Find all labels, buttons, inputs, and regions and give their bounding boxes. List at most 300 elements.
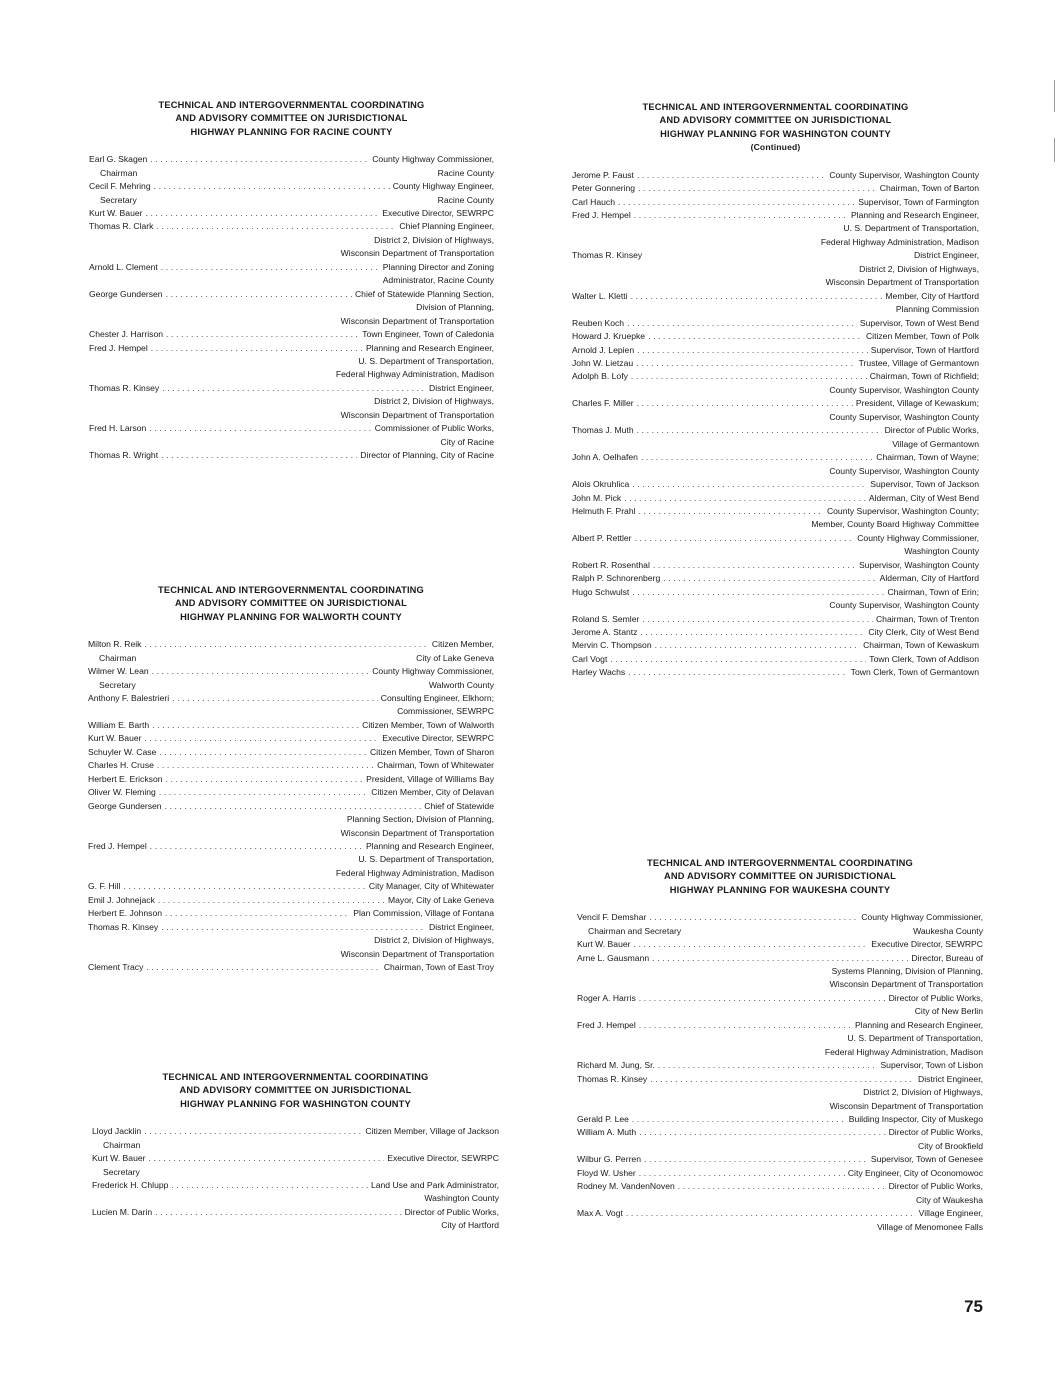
member-entry [572, 559, 979, 572]
member-entry [572, 317, 979, 330]
member-line [88, 638, 494, 651]
member-entry [577, 992, 983, 1019]
member-name: Thomas R. Clark [89, 221, 154, 232]
member-continuation [572, 465, 979, 478]
member-name: Fred J. Hempel [89, 342, 148, 353]
member-role: County Supervisor, Washington County [829, 169, 979, 180]
member-line [88, 880, 494, 893]
section-title-line: HIGHWAY PLANNING FOR WAUKESHA COUNTY [669, 884, 891, 895]
member-line [92, 1206, 499, 1219]
member-role: Chairman, Town of Whitewater [377, 760, 494, 771]
member-role: Executive Director, SEWRPC [382, 208, 494, 219]
dot-leader [158, 894, 385, 907]
member-line [89, 449, 494, 462]
member-role: Building Inspector, City of Muskego [848, 1114, 983, 1125]
member-name: Richard M. Jung, Sr. [577, 1060, 655, 1071]
member-name: Mervin C. Thompson [572, 640, 652, 651]
member-line [88, 746, 494, 759]
member-line [572, 290, 979, 303]
member-line [577, 911, 983, 924]
member-role-continued: Wisconsin Department of Transportation [829, 1100, 983, 1111]
member-line [572, 169, 979, 182]
member-role: Chairman, Town of East Troy [383, 962, 494, 973]
member-continuation [572, 236, 979, 249]
member-role: County Highway Commissioner, [372, 154, 494, 165]
member-entry [92, 1152, 499, 1179]
dot-leader [618, 196, 855, 209]
member-role-continued: Planning Section, Division of Planning, [346, 814, 494, 825]
member-continuation [572, 438, 979, 451]
dot-leader [610, 653, 866, 666]
member-entry [572, 330, 979, 343]
member-name: G. F. Hill [88, 881, 121, 892]
member-name: Chester J. Harrison [89, 329, 164, 340]
member-entry [89, 180, 494, 207]
member-continuation [572, 518, 979, 531]
member-list [577, 911, 983, 1234]
member-entry [577, 1019, 983, 1059]
member-entry [577, 952, 983, 992]
member-role-continued: Member, County Board Highway Committee [811, 519, 979, 530]
section-title-line: AND ADVISORY COMMITTEE ON JURISDICTIONAL [659, 115, 892, 126]
member-role: Supervisor, Town of Farmington [858, 196, 979, 207]
dot-leader [166, 328, 359, 341]
member-line [572, 505, 979, 518]
member-name: Thomas J. Muth [572, 425, 634, 436]
member-continuation [577, 1005, 983, 1018]
member-entry [577, 1059, 983, 1072]
member-role-continued: County Supervisor, Washington County [829, 384, 979, 395]
member-role: Trustee, Village of Germantown [858, 357, 979, 368]
member-name: John W. Lietzau [572, 357, 634, 368]
member-role-continued: Racine County [437, 194, 494, 205]
section-title-line: AND ADVISORY COMMITTEE ON JURISDICTIONAL [175, 113, 408, 124]
dot-leader [638, 182, 877, 195]
member-role-continued: U. S. Department of Transportation, [847, 1033, 983, 1044]
member-list [572, 169, 979, 680]
member-role: City Engineer, City of Oconomowoc [847, 1167, 983, 1178]
member-name: Adolph B. Lofy [572, 371, 628, 382]
member-line [92, 1152, 499, 1165]
dot-leader [649, 911, 858, 924]
member-role: City Clerk, City of West Bend [868, 627, 979, 638]
member-role: Member, City of Hartford [885, 290, 979, 301]
member-subtitle: Secretary [100, 194, 137, 205]
member-role: County Highway Commissioner, [372, 666, 494, 677]
member-role-continued: U. S. Department of Transportation, [358, 356, 494, 367]
member-name: Arnold L. Clement [89, 261, 158, 272]
member-role: Director of Public Works, [888, 992, 983, 1003]
member-line [88, 840, 494, 853]
member-role: County Highway Commissioner, [861, 912, 983, 923]
member-continuation [88, 853, 494, 866]
member-line [572, 613, 979, 626]
member-line [572, 478, 979, 491]
member-line [89, 220, 494, 233]
member-entry [88, 638, 494, 665]
waukesha-committee [577, 857, 983, 1234]
member-role-continued: Federal Highway Administration, Madison [824, 1046, 983, 1057]
member-name: Jerome P. Faust [572, 169, 634, 180]
dot-leader [156, 220, 396, 233]
member-continuation [572, 411, 979, 424]
member-name: Floyd W. Usher [577, 1167, 636, 1178]
member-entry [88, 880, 494, 893]
member-role-continued: U. S. Department of Transportation, [358, 854, 494, 865]
member-role-continued: District 2, Division of Highways, [859, 263, 979, 274]
washington-committee-continued [572, 101, 979, 680]
member-role-continued: City of Hartford [441, 1220, 499, 1231]
member-name: Roland S. Semler [572, 613, 640, 624]
member-line [89, 261, 494, 274]
member-entry [88, 665, 494, 692]
member-continuation [88, 934, 494, 947]
member-role-continued: City of Lake Geneva [416, 652, 494, 663]
member-continuation [88, 867, 494, 880]
member-name: Robert R. Rosenthal [572, 559, 650, 570]
member-name: George Gundersen [89, 288, 163, 299]
section-title-line: HIGHWAY PLANNING FOR RACINE COUNTY [190, 126, 393, 137]
dot-leader [636, 357, 855, 370]
dot-leader [150, 840, 363, 853]
member-entry [572, 424, 979, 451]
member-list [88, 638, 494, 974]
dot-leader [162, 382, 426, 395]
member-line [572, 626, 979, 639]
member-role-continued: Commissioner, SEWRPC [397, 706, 494, 717]
member-role-continued: District 2, Division of Highways, [374, 234, 494, 245]
member-role: Chairman, Town of Wayne; [876, 452, 979, 463]
member-line [577, 1126, 983, 1139]
member-role-continued: County Supervisor, Washington County [829, 465, 979, 476]
member-line [572, 639, 979, 652]
member-name: Fred J. Hempel [88, 841, 147, 852]
dot-leader [144, 638, 428, 651]
member-role: Supervisor, Washington County [858, 559, 979, 570]
member-line [89, 153, 494, 166]
member-role: Chairman, Town of Trenton [875, 613, 979, 624]
member-name: Thomas R. Kinsey [577, 1073, 648, 1084]
member-entry [88, 800, 494, 840]
member-name: Jerome A. Stantz [572, 627, 638, 638]
member-role-continued: Wisconsin Department of Transportation [829, 979, 983, 990]
section-title-line: HIGHWAY PLANNING FOR WALWORTH COUNTY [180, 611, 402, 622]
member-role: Director, Bureau of [911, 952, 983, 963]
dot-leader [626, 1207, 916, 1220]
member-list [92, 1125, 499, 1233]
member-name: Kurt W. Bauer [577, 939, 631, 950]
member-entry [88, 719, 494, 732]
dot-leader [154, 180, 390, 193]
member-name: Anthony F. Balestrieri [88, 693, 170, 704]
dot-leader [628, 666, 848, 679]
section-title [577, 857, 983, 897]
member-role: Town Engineer, Town of Caledonia [362, 329, 494, 340]
member-entry [89, 207, 494, 220]
member-role: Supervisor, Town of Hartford [870, 344, 979, 355]
member-continuation [89, 234, 494, 247]
dot-leader [639, 992, 886, 1005]
member-role: Planning and Research Engineer, [365, 342, 494, 353]
member-name: Charles H. Cruse [88, 760, 154, 771]
section-title-line: HIGHWAY PLANNING FOR WASHINGTON COUNTY [660, 128, 891, 139]
margin-mark [1054, 138, 1055, 162]
member-name: Wilmer W. Lean [88, 666, 149, 677]
member-role: Mayor, City of Lake Geneva [387, 894, 494, 905]
dot-leader [652, 952, 908, 965]
member-role-continued: U. S. Department of Transportation, [843, 223, 979, 234]
member-name: Alois Okruhlica [572, 479, 630, 490]
member-line [572, 653, 979, 666]
dot-leader [632, 586, 884, 599]
member-continuation [89, 194, 494, 207]
member-name: Walter L. Kletti [572, 290, 628, 301]
member-line [88, 921, 494, 934]
member-role-continued: Wisconsin Department of Transportation [340, 827, 494, 838]
member-line [577, 1059, 983, 1072]
member-line [88, 907, 494, 920]
member-line [88, 800, 494, 813]
dot-leader [165, 800, 422, 813]
member-role: Chairman, Town of Richfield; [869, 371, 979, 382]
member-role: Supervisor, Town of Jackson [870, 479, 979, 490]
member-entry [572, 532, 979, 559]
member-continuation [577, 978, 983, 991]
member-entry [572, 586, 979, 613]
dot-leader [642, 613, 873, 626]
member-name: Kurt W. Bauer [92, 1153, 146, 1164]
member-name: William A. Muth [577, 1127, 637, 1138]
member-entry [577, 1126, 983, 1153]
member-entry [572, 196, 979, 209]
member-role: Citizen Member, Town of Sharon [369, 746, 494, 757]
member-role: Chairman, Town of Kewaskum [863, 640, 979, 651]
member-line [577, 992, 983, 1005]
member-role: County Highway Commissioner, [857, 532, 979, 543]
member-line [88, 759, 494, 772]
dot-leader [171, 1179, 368, 1192]
member-name: Schuyler W. Case [88, 746, 157, 757]
member-name: Oliver W. Fleming [88, 787, 156, 798]
member-line [577, 1207, 983, 1220]
section-title-line: TECHNICAL AND INTERGOVERNMENTAL COORDINATING [162, 1072, 429, 1082]
member-name: Thomas R. Kinsey [88, 921, 159, 932]
member-line [572, 370, 979, 383]
member-continuation [89, 355, 494, 368]
member-role: Consulting Engineer, Elkhorn; [380, 693, 494, 704]
member-continuation [572, 545, 979, 558]
member-line [572, 492, 979, 505]
member-continuation [89, 274, 494, 287]
member-role: Planning and Research Engineer, [854, 1019, 983, 1030]
dot-leader [159, 786, 368, 799]
member-role-continued: Federal Highway Administration, Madison [335, 867, 494, 878]
member-entry [577, 1113, 983, 1126]
member-name: John M. Pick [572, 492, 622, 503]
member-continuation [89, 167, 494, 180]
member-role: Director of Public Works, [888, 1127, 983, 1138]
member-line [577, 938, 983, 951]
member-line [577, 1167, 983, 1180]
member-name: Earl G. Skagen [89, 154, 148, 165]
member-role: Citizen Member, City of Delavan [371, 787, 494, 798]
member-line [572, 424, 979, 437]
member-line [89, 288, 494, 301]
member-continuation [577, 1194, 983, 1207]
member-role: City Manager, City of Whitewater [368, 881, 494, 892]
washington-committee-part-1 [92, 1071, 499, 1233]
section-title-line: TECHNICAL AND INTERGOVERNMENTAL COORDINATING [647, 858, 913, 868]
member-entry [89, 220, 494, 260]
dot-leader [632, 1113, 846, 1126]
member-name: Thomas R. Kinsey [572, 250, 643, 261]
member-continuation [88, 652, 494, 665]
member-entry [577, 1153, 983, 1166]
member-role: Citizen Member, [431, 639, 494, 650]
member-role: Citizen Member, Village of Jackson [365, 1126, 499, 1137]
dot-leader [627, 317, 857, 330]
member-role: Planning and Research Engineer, [850, 209, 979, 220]
member-entry [89, 288, 494, 328]
member-name: Howard J. Kruepke [572, 331, 646, 342]
dot-leader [650, 1073, 915, 1086]
member-line [572, 397, 979, 410]
member-role-continued: Systems Planning, Division of Planning, [831, 966, 983, 977]
member-continuation [92, 1219, 499, 1232]
member-continuation [572, 599, 979, 612]
member-continuation [577, 925, 983, 938]
member-entry [572, 397, 979, 424]
member-role: Executive Director, SEWRPC [387, 1153, 499, 1164]
member-role: Land Use and Park Administrator, [370, 1180, 499, 1191]
member-continuation [577, 1046, 983, 1059]
member-line [572, 209, 979, 222]
member-name: Peter Gonnering [572, 183, 636, 194]
member-role: County Highway Engineer, [392, 181, 494, 192]
dot-leader [159, 746, 367, 759]
dot-leader [678, 1180, 886, 1193]
member-continuation [92, 1192, 499, 1205]
dot-leader [653, 559, 856, 572]
member-entry [572, 639, 979, 652]
member-name: Roger A. Harris [577, 992, 636, 1003]
member-entry [89, 342, 494, 382]
member-role: Supervisor, Town of Lisbon [880, 1060, 983, 1071]
member-entry [88, 773, 494, 786]
member-role: Director of Public Works, [884, 425, 979, 436]
member-continuation [89, 368, 494, 381]
member-role: Supervisor, Town of Genesee [870, 1154, 983, 1165]
member-continuation [577, 1221, 983, 1234]
member-line [572, 357, 979, 370]
member-entry [572, 249, 979, 289]
member-role-continued: County Supervisor, Washington County [829, 600, 979, 611]
member-line [88, 961, 494, 974]
member-name: Vencil F. Demshar [577, 912, 647, 923]
member-subtitle: Secretary [99, 679, 136, 690]
member-role-continued: Planning Commission [895, 304, 979, 315]
member-role: Director of Public Works, [404, 1206, 499, 1217]
member-line [572, 532, 979, 545]
member-name: Wilbur G. Perren [577, 1154, 641, 1165]
member-role: District Engineer, [429, 382, 494, 393]
section-title-line: TECHNICAL AND INTERGOVERNMENTAL COORDINATING [158, 100, 425, 110]
member-entry [572, 344, 979, 357]
member-entry [572, 209, 979, 249]
member-list [89, 153, 494, 462]
dot-leader [149, 1152, 385, 1165]
member-line [572, 451, 979, 464]
member-entry [572, 451, 979, 478]
member-line [89, 382, 494, 395]
member-role: District Engineer, [918, 1073, 983, 1084]
member-continuation [89, 301, 494, 314]
member-name: Cecil F. Mehring [89, 181, 151, 192]
member-name: Milton R. Reik [88, 639, 142, 650]
dot-leader [631, 290, 883, 303]
member-line [92, 1179, 499, 1192]
member-role-continued: Wisconsin Department of Transportation [340, 248, 494, 259]
member-subtitle: Chairman [100, 167, 138, 178]
member-entry [577, 911, 983, 938]
member-entry [88, 692, 494, 719]
member-name: Clement Tracy [88, 962, 144, 973]
member-entry [88, 840, 494, 880]
member-role-continued: Federal Highway Administration, Madison [335, 369, 494, 380]
member-entry [577, 1207, 983, 1234]
member-name: Helmuth F. Prahl [572, 505, 636, 516]
member-role-continued: Village of Germantown [892, 438, 979, 449]
member-role: Town Clerk, Town of Germantown [850, 667, 979, 678]
dot-leader [161, 261, 380, 274]
member-entry [89, 449, 494, 462]
page-number: 75 [964, 1297, 983, 1316]
member-role: President, Village of Kewaskum; [855, 398, 979, 409]
member-entry [88, 746, 494, 759]
member-line [572, 196, 979, 209]
member-line [572, 249, 979, 262]
member-role-continued: Waukesha County [913, 925, 983, 936]
member-role: Chairman, Town of Erin; [887, 586, 979, 597]
section-title-line: AND ADVISORY COMMITTEE ON JURISDICTIONAL [175, 598, 407, 609]
member-name: Carl Vogt [572, 653, 608, 664]
member-entry [88, 961, 494, 974]
member-subtitle: Chairman [103, 1139, 141, 1150]
member-name: Hugo Schwulst [572, 586, 630, 597]
member-entry [89, 153, 494, 180]
member-continuation [577, 1140, 983, 1153]
member-continuation [572, 222, 979, 235]
member-role-continued: District 2, Division of Highways, [863, 1087, 983, 1098]
dot-leader [172, 692, 378, 705]
dot-leader [637, 344, 868, 357]
member-line [89, 422, 494, 435]
member-role: Executive Director, SEWRPC [382, 733, 494, 744]
member-line [572, 330, 979, 343]
member-name: William E. Barth [88, 719, 150, 730]
member-name: Fred J. Hempel [572, 209, 631, 220]
member-name: Thomas R. Wright [89, 450, 159, 461]
dot-leader [634, 938, 869, 951]
member-entry [89, 382, 494, 422]
member-name: Fred J. Hempel [577, 1019, 636, 1030]
member-role-continued: Division of Planning, [416, 302, 494, 313]
member-role: Executive Director, SEWRPC [871, 939, 983, 950]
member-role: District Engineer, [914, 250, 979, 261]
member-role-continued: City of Racine [440, 436, 494, 447]
member-continuation [577, 965, 983, 978]
dot-leader [144, 1125, 362, 1138]
